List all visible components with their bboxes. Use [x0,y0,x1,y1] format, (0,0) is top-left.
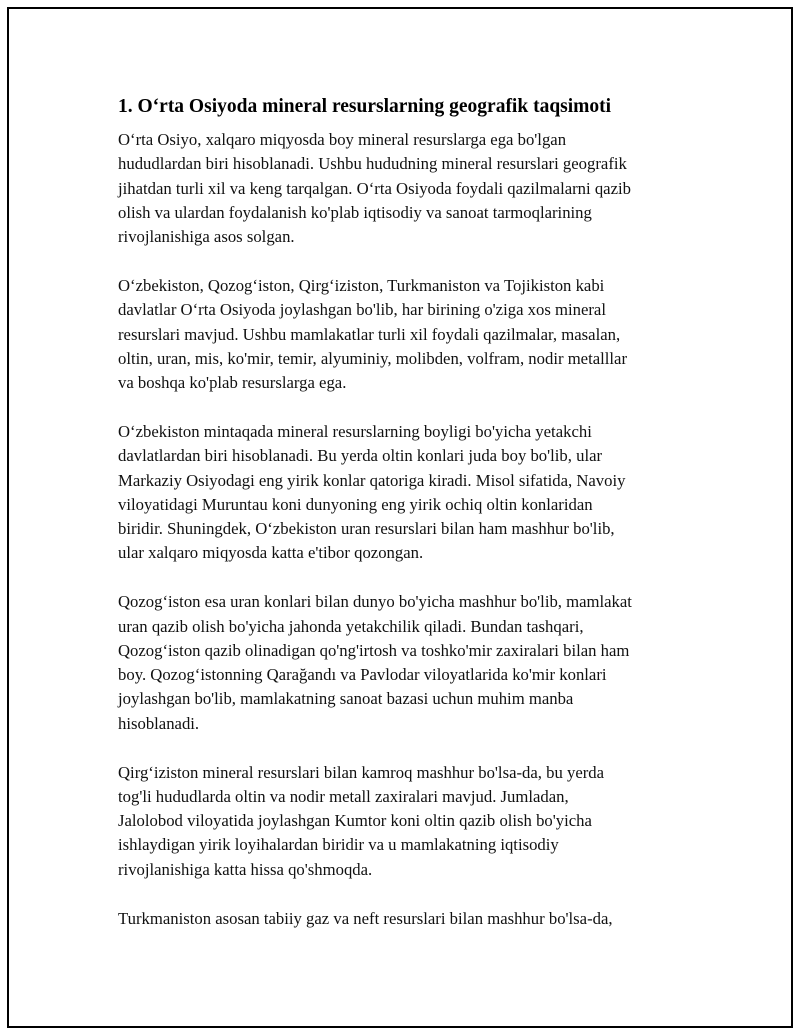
text-line: boy. Qozog‘istonning Qarağandı va Pavlodar viloyatlarida ko'mir konlari [118,665,607,685]
text-line: va boshqa ko'plab resurslarga ega. [118,373,347,393]
section-heading: 1. O‘rta Osiyoda mineral resurslarning geografik taqsimoti [118,96,612,117]
text-line: ishlaydigan yirik loyihalardan biridir va u mamlakatning iqtisodiy [118,835,559,855]
paragraph [118,420,698,566]
text-line: Markaziy Osiyodagi eng yirik konlar qatoriga kiradi. Misol sifatida, Navoiy [118,470,626,490]
paragraph-container [118,128,698,931]
text-line: davlatlardan biri hisoblanadi. Bu yerda oltin konlari juda boy bo'lib, ular [118,446,603,466]
text-line: Qirg‘iziston mineral resurslari bilan kamroq mashhur bo'lsa-da, bu yerda [118,762,605,782]
text-line: Qozog‘iston qazib olinadigan qo'ng'irtosh va toshko'mir zaxiralari bilan ham [118,640,630,660]
text-line: olish va ulardan foydalanish ko'plab iqtisodiy va sanoat tarmoqlarining [118,202,592,222]
text-line: oltin, uran, mis, ko'mir, temir, alyuminiy, molibden, volfram, nodir metalllar [118,348,627,368]
text-line: rivojlanishiga asos solgan. [118,227,295,247]
text-line: joylashgan bo'lib, mamlakatning sanoat bazasi uchun muhim manba [118,689,574,709]
text-line: Qozog‘iston esa uran konlari bilan dunyo bo'yicha mashhur bo'lib, mamlakat [118,592,632,612]
paragraph [118,274,698,395]
text-line: hisoblanadi. [118,713,200,733]
paragraph [118,590,698,736]
text-line: hududlardan biri hisoblanadi. Ushbu hududning mineral resurslari geografik [118,154,627,174]
paragraph [118,128,698,249]
text-line: Jalolobod viloyatida joylashgan Kumtor koni oltin qazib olish bo'yicha [118,811,592,831]
paragraph [118,907,698,931]
text-line: viloyatidagi Muruntau koni dunyoning eng yirik ochiq oltin konlaridan [118,494,593,514]
text-line: O‘zbekiston mintaqada mineral resurslarning boyligi bo'yicha yetakchi [118,421,592,441]
text-line: O‘rta Osiyo, xalqaro miqyosda boy mineral resurslarga ega bo'lgan [118,130,567,149]
text-line: davlatlar O‘rta Osiyoda joylashgan bo'lib, har birining o'ziga xos mineral [118,300,606,320]
text-line: ular xalqaro miqyosda katta e'tibor qozongan. [118,543,424,563]
text-line: biridir. Shuningdek, O‘zbekiston uran resurslari bilan ham mashhur bo'lib, [118,519,615,539]
document-body [118,92,698,955]
text-line: O‘zbekiston, Qozog‘iston, Qirg‘iziston, Turkmaniston va Tojikiston kabi [118,275,605,295]
text-line: resurslari mavjud. Ushbu mamlakatlar turli xil foydali qazilmalar, masalan, [118,324,621,344]
text-line: Turkmaniston asosan tabiiy gaz va neft resurslari bilan mashhur bo'lsa-da, [118,908,613,928]
text-line: tog'li hududlarda oltin va nodir metall zaxiralari mavjud. Jumladan, [118,786,569,806]
text-line: rivojlanishiga katta hissa qo'shmoqda. [118,859,373,879]
text-line: uran qazib olish bo'yicha jahonda yetakchilik qiladi. Bundan tashqari, [118,616,584,636]
paragraph [118,761,698,882]
text-line: jihatdan turli xil va keng tarqalgan. O‘rta Osiyoda foydali qazilmalarni qazib [118,178,631,198]
